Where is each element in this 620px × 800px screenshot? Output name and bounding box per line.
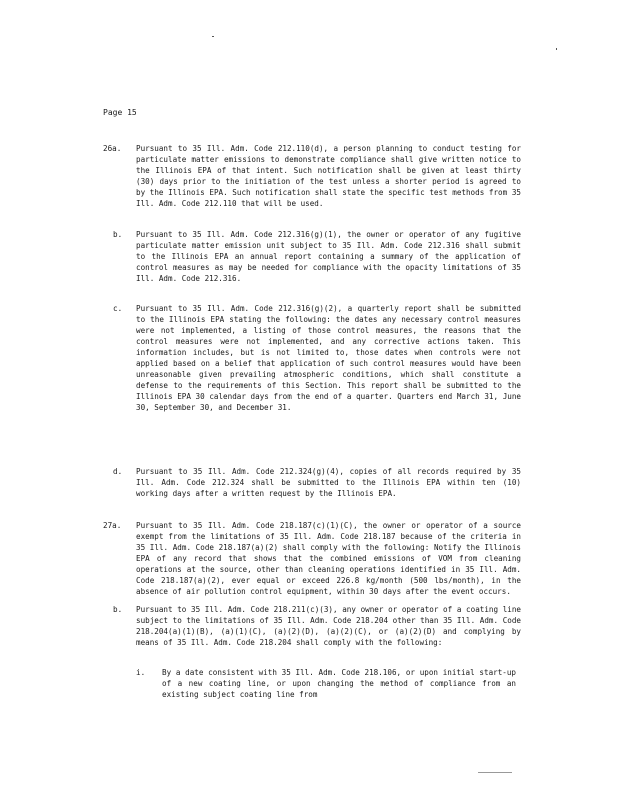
scan-speck [556, 48, 557, 50]
item-marker: 26a. [103, 144, 122, 153]
item-text: Pursuant to 35 Ill. Adm. Code 212.324(g)(4), copies of all records required by 35 Ill. Adm. Code 212.324 shall be submitted to the Illinois EPA within ten (10) working days after a written request by the Illinois EPA. [136, 467, 521, 498]
scan-speck [212, 36, 214, 37]
item-marker: c. [113, 304, 123, 313]
item-marker: d. [113, 467, 123, 476]
item-marker: b. [113, 605, 123, 614]
subitem-marker: i. [136, 668, 146, 677]
subitem-text: By a date consistent with 35 Ill. Adm. Code 218.106, or upon initial start-up of a new coating line, or upon changing the method of compliance from an existing subject coating line from [162, 668, 516, 699]
page-header: Page 15 [103, 108, 137, 117]
item-text: Pursuant to 35 Ill. Adm. Code 212.316(g)(2), a quarterly report shall be submitted to the Illinois EPA stating the following: the dates any necessary control measures were not implemented, a listing of those control measures, the reasons that the control measures were not implemented, and any corrective actions taken. This information includes, but is not limited to, those dates when controls were not applied based on a belief that application of such control measures would have been unreasonable given prevailing atmospheric conditions, which shall constitute a defense to the requirements of this Section. This report shall be submitted to the Illinois EPA 30 calendar days from the end of a quarter. Quarters end March 31, June 30, September 30, and December 31. [136, 304, 521, 412]
item-text: Pursuant to 35 Ill. Adm. Code 212.316(g)(1), the owner or operator of any fugitive particulate matter emission unit subject to 35 Ill. Adm. Code 212.316 shall submit to the Illinois EPA an annual report containing a summary of the application of control measures as may be needed for compliance with the opacity limitations of 35 Ill. Adm. Code 212.316. [136, 230, 521, 283]
item-marker: b. [113, 230, 123, 239]
item-text: Pursuant to 35 Ill. Adm. Code 218.211(c)(3), any owner or operator of a coating line subject to the limitations of 35 Ill. Adm. Code 218.204 other than 35 Ill. Adm. Code 218.204(a)(1)(B), (a)(1)(C), (a)(2)(D), (a)(2)(C), or (a)(2)(D) and complying by means of 35 Ill. Adm. Code 218.204 shall comply with the following: [136, 605, 521, 647]
scan-speck [478, 772, 512, 773]
item-text: Pursuant to 35 Ill. Adm. Code 212.110(d), a person planning to conduct testing for particulate matter emissions to demonstrate compliance shall give written notice to the Illinois EPA of that intent. Such notification shall be given at least thirty (30) days prior to the initiation of the test unless a shorter period is agreed to by the Illinois EPA. Such notification shall state the specific test methods from 35 Ill. Adm. Code 212.110 that will be used. [136, 144, 521, 208]
item-marker: 27a. [103, 521, 122, 530]
item-text: Pursuant to 35 Ill. Adm. Code 218.187(c)(1)(C), the owner or operator of a source exempt from the limitations of 35 Ill. Adm. Code 218.187 because of the criteria in 35 Ill. Adm. Code 218.187(a)(2) shall comply with the following: Notify the Illinois EPA of any record that shows that the combined emissions of VOM from cleaning operations at the source, other than cleaning operations identified in 35 Ill. Adm. Code 218.187(a)(2), ever equal or exceed 226.8 kg/month (500 lbs/month), in the absence of air pollution control equipment, within 30 days after the event occurs. [136, 521, 521, 596]
